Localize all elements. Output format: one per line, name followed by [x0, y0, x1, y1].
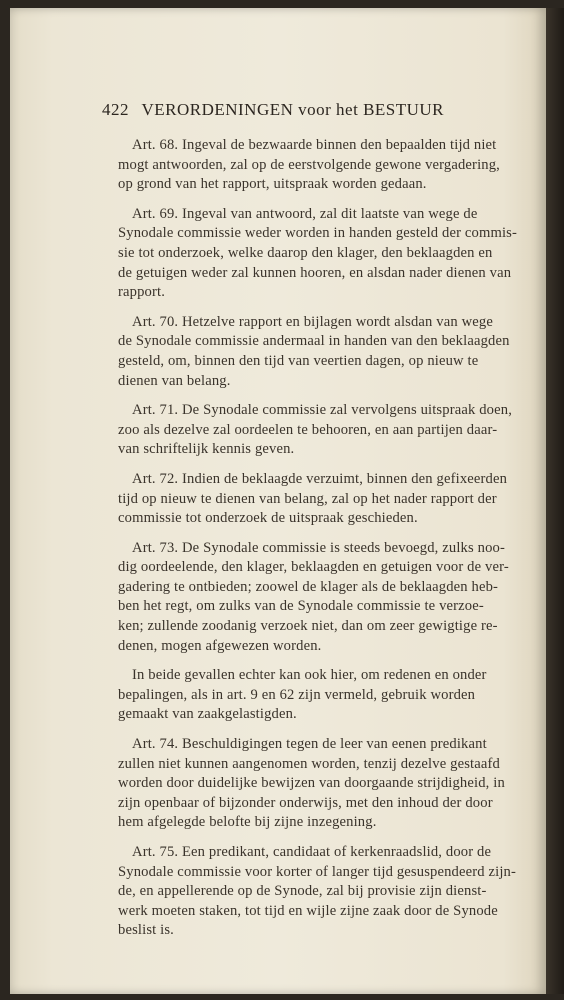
paragraph — [118, 735, 513, 833]
text-line: Art. 71. De Synodale commissie zal vervolgens uitspraak doen, — [132, 402, 512, 419]
text-line: rapport. — [118, 284, 165, 301]
body-text — [118, 136, 518, 951]
text-line: op grond van het rapport, uitspraak worden gedaan. — [118, 176, 427, 193]
paragraph — [118, 539, 513, 657]
text-line: dienen van belang. — [118, 372, 231, 389]
page-number: 422 — [102, 100, 129, 119]
text-line: Art. 72. Indien de beklaagde verzuimt, binnen den gefixeerden — [132, 470, 508, 487]
page-header — [102, 100, 482, 120]
text-line: ben het regt, om zulks van de Synodale commissie te verzoe- — [118, 598, 484, 615]
text-line: Art. 70. Hetzelve rapport en bijlagen wordt alsdan van wege — [132, 313, 494, 330]
text-line: de Synodale commissie andermaal in handen van den beklaagden — [118, 333, 510, 350]
paragraph — [118, 666, 513, 725]
text-line: mogt antwoorden, zal op de eerstvolgende gewone vergadering, — [118, 156, 500, 173]
text-line: ken; zullende zoodanig verzoek niet, dan om zeer gewigtige re- — [118, 618, 498, 635]
text-line: Synodale commissie voor korter of langer tijd gesuspendeerd zijn- — [118, 863, 517, 880]
paragraph — [118, 136, 513, 195]
text-line: tijd op nieuw te dienen van belang, zal op het nader rapport der — [118, 490, 497, 507]
text-line: bepalingen, als in art. 9 en 62 zijn vermeld, gebruik worden — [118, 686, 476, 703]
book-page — [10, 8, 546, 994]
text-line: Art. 69. Ingeval van antwoord, zal dit laatste van wege de — [132, 205, 478, 222]
text-line: hem afgelegde belofte bij zijne inzegening. — [118, 814, 377, 831]
text-line: Art. 68. Ingeval de bezwaarde binnen den bepaalden tijd niet — [132, 137, 497, 153]
text-line: sie tot onderzoek, welke daarop den klager, den beklaagden en — [118, 244, 493, 261]
paragraph — [118, 843, 517, 941]
paragraph — [118, 205, 518, 303]
text-line: zoo als dezelve zal oordeelen te behooren, en aan partijen daar- — [118, 421, 498, 438]
text-line: Art. 74. Beschuldigingen tegen de leer van eenen predikant — [132, 736, 487, 753]
text-line: van schriftelijk kennis geven. — [118, 441, 295, 458]
text-line: werk moeten staken, tot tijd en wijle zijne zaak door de Synode — [118, 902, 498, 919]
text-line: dig oordeelende, den klager, beklaagden en getuigen voor de ver- — [118, 559, 509, 576]
book-edge — [546, 8, 564, 994]
text-line: worden door duidelijke bewijzen van doorgaande strijdigheid, in — [118, 775, 505, 792]
text-line: de getuigen weder zal kunnen hooren, en alsdan nader dienen van — [118, 264, 512, 281]
text-line: gesteld, om, binnen den tijd van veertien dagen, op nieuw te — [118, 352, 479, 369]
text-line: de, en appellerende op de Synode, zal bij provisie zijn dienst- — [118, 883, 487, 900]
text-line: commissie tot onderzoek de uitspraak geschieden. — [118, 510, 418, 527]
text-line: gadering te ontbieden; zoowel de klager als de beklaagden heb- — [118, 578, 499, 595]
paragraph — [118, 470, 513, 529]
text-line: zijn openbaar of bijzonder onderwijs, met den inhoud der door — [118, 794, 493, 811]
text-line: zullen niet kunnen aangenomen worden, tenzij dezelve gestaafd — [118, 755, 500, 772]
text-line: denen, mogen afgewezen worden. — [118, 637, 322, 654]
text-line: Synodale commissie weder worden in handen gesteld der commis- — [118, 225, 518, 242]
text-line: gemaakt van zaakgelastigden. — [118, 706, 297, 723]
text-line: In beide gevallen echter kan ook hier, om redenen en onder — [132, 667, 487, 684]
text-line: beslist is. — [118, 922, 174, 939]
text-line: Art. 75. Een predikant, candidaat of kerkenraadslid, door de — [132, 844, 492, 860]
paragraph — [118, 313, 513, 391]
running-title: VERORDENINGEN voor het BESTUUR — [141, 100, 445, 119]
text-line: Art. 73. De Synodale commissie is steeds bevoegd, zulks noo- — [132, 539, 505, 556]
paragraph — [118, 401, 513, 460]
